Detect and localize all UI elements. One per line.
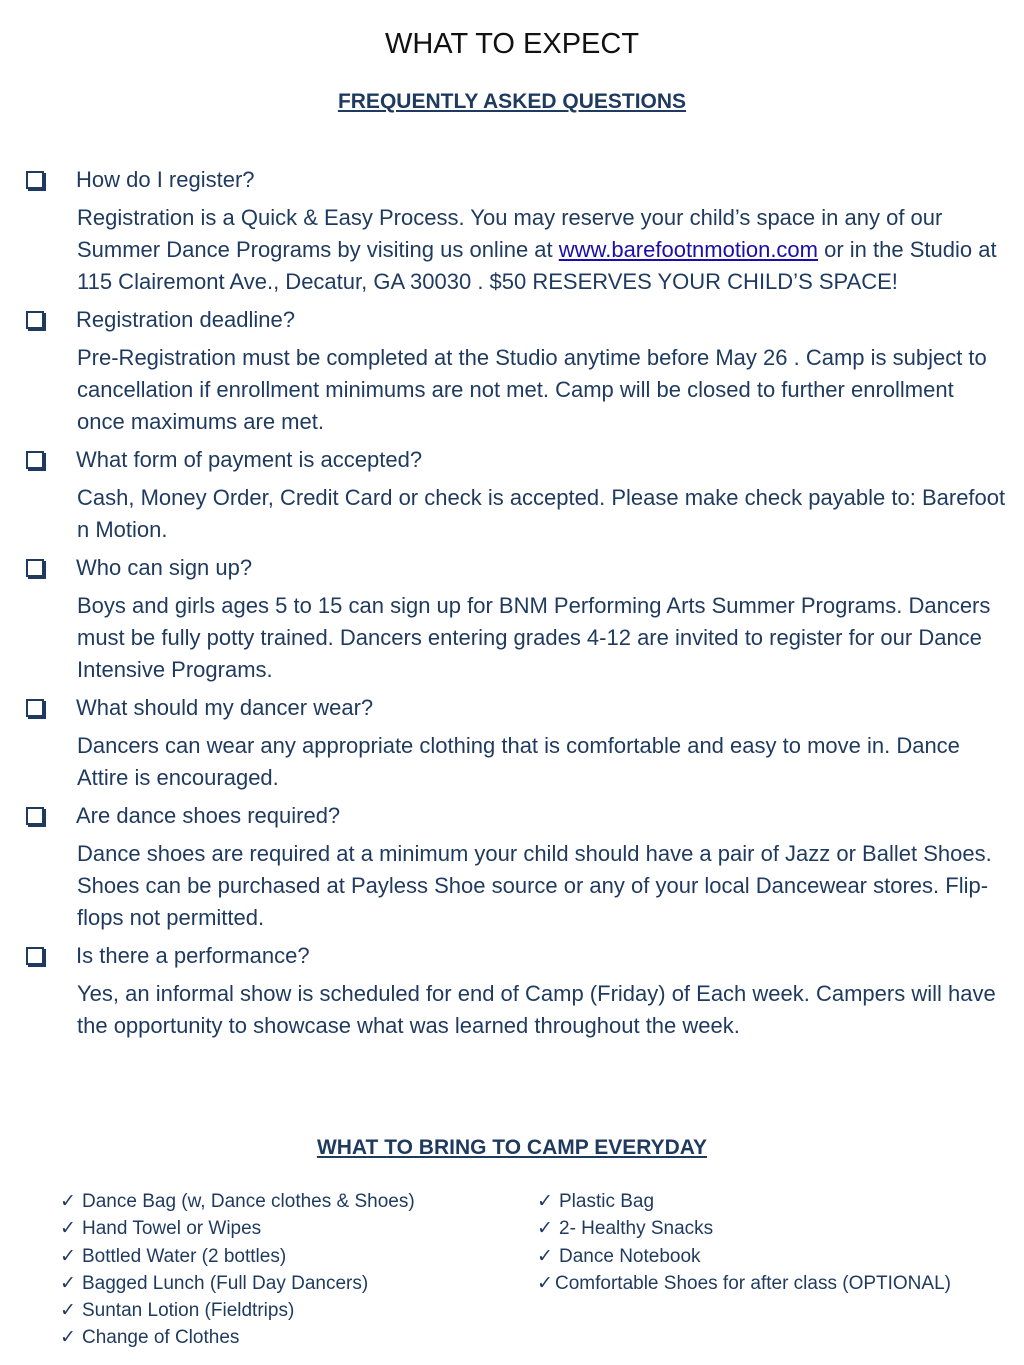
faq-answer: [77, 202, 1006, 298]
check-icon: ✓: [60, 1300, 76, 1322]
check-icon: ✓: [537, 1218, 553, 1240]
list-item: [537, 1215, 1007, 1242]
checkbox-icon: [26, 699, 44, 717]
list-item-text: Bagged Lunch (Full Day Dancers): [82, 1272, 369, 1294]
list-item-text: Suntan Lotion (Fieldtrips): [82, 1300, 295, 1322]
faq-question-text: How do I register?: [76, 167, 255, 192]
faq-question: [26, 800, 1006, 832]
list-item: [60, 1188, 500, 1215]
list-item-text: Hand Towel or Wipes: [82, 1218, 262, 1240]
checkbox-icon: [26, 947, 44, 965]
check-icon: ✓: [60, 1218, 76, 1240]
list-item: [60, 1324, 500, 1351]
list-item-text: Comfortable Shoes for after class (OPTIONAL): [555, 1272, 951, 1294]
faq-question: [26, 304, 1006, 336]
list-item: [60, 1297, 500, 1324]
faq-question: [26, 552, 1006, 584]
page-title: WHAT TO EXPECT: [384, 28, 640, 60]
check-icon: ✓: [537, 1245, 553, 1267]
faq-question-text: Registration deadline?: [76, 307, 295, 332]
faq-item-register: [26, 164, 1006, 298]
faq-item-deadline: [26, 304, 1006, 438]
list-item-text: Dance Bag (w, Dance clothes & Shoes): [82, 1191, 415, 1212]
check-icon: ✓: [537, 1191, 553, 1212]
faq-answer-text: or in the Studio at 115 Clairemont Ave., Decatur, GA 30030 . $50 RESERVES YOUR CHILD’S SPACE!: [77, 237, 997, 294]
faq-answer: Pre-Registration must be completed at the Studio anytime before May 26 . Camp is subject to cancellation if enrollment minimums are not met. Camp will be closed to further enrollment once maximums are met.: [77, 345, 987, 434]
faq-question-text: What should my dancer wear?: [76, 695, 374, 720]
faq-item-payment: [26, 444, 1006, 546]
checkbox-icon: [26, 559, 44, 577]
faq-item-performance: [26, 940, 1006, 1042]
faq-answer: Boys and girls ages 5 to 15 can sign up for BNM Performing Arts Summer Programs. Dancers must be fully potty trained. Dancers entering grades 4-12 are invited to register for our Dance Intensive Programs.: [77, 593, 991, 682]
list-item: [537, 1270, 1007, 1297]
faq-item-attire: [26, 692, 1006, 794]
checkbox-icon: [26, 807, 44, 825]
faq-question-text: What form of payment is accepted?: [76, 447, 423, 472]
faq-heading: FREQUENTLY ASKED QUESTIONS: [337, 90, 687, 113]
bring-list-left: [60, 1188, 500, 1352]
list-item: [60, 1270, 500, 1297]
faq-answer: Yes, an informal show is scheduled for end of Camp (Friday) of Each week. Campers will have the opportunity to showcase what was learned throughout the week.: [77, 981, 996, 1038]
faq-question: [26, 940, 1006, 972]
bring-heading: WHAT TO BRING TO CAMP EVERYDAY: [316, 1136, 708, 1159]
list-item-text: Change of Clothes: [82, 1327, 240, 1349]
faq-answer: Cash, Money Order, Credit Card or check is accepted. Please make check payable to: Barefoot n Motion.: [77, 485, 1006, 542]
faq-question: [26, 444, 1006, 476]
faq-list: [26, 164, 1006, 1048]
website-link[interactable]: www.barefootnmotion.com: [558, 237, 818, 262]
faq-answer: Dance shoes are required at a minimum your child should have a pair of Jazz or Ballet Shoes. Shoes can be purchased at Payless Shoe source or any of your local Dancewear stores. Flip-flops not permitted.: [77, 841, 992, 930]
list-item-text: Bottled Water (2 bottles): [82, 1245, 287, 1267]
list-item: [537, 1188, 1007, 1215]
list-item: [60, 1243, 500, 1270]
faq-question-text: Who can sign up?: [76, 555, 253, 580]
checkbox-icon: [26, 311, 44, 329]
check-icon: ✓: [537, 1272, 553, 1294]
check-icon: ✓: [60, 1327, 76, 1349]
list-item-text: 2- Healthy Snacks: [559, 1218, 714, 1240]
check-icon: ✓: [60, 1245, 76, 1267]
faq-question-text: Are dance shoes required?: [76, 803, 341, 828]
faq-question: [26, 164, 1006, 196]
faq-item-eligibility: [26, 552, 1006, 686]
faq-question: [26, 692, 1006, 724]
list-item: [537, 1243, 1007, 1270]
bring-list-right: [537, 1188, 1007, 1297]
faq-question-text: Is there a performance?: [76, 943, 310, 968]
checkbox-icon: [26, 451, 44, 469]
faq-answer: Dancers can wear any appropriate clothing that is comfortable and easy to move in. Dance Attire is encouraged.: [77, 733, 960, 790]
list-item-text: Plastic Bag: [559, 1191, 655, 1212]
list-item-text: Dance Notebook: [559, 1245, 701, 1267]
faq-item-shoes: [26, 800, 1006, 934]
check-icon: ✓: [60, 1272, 76, 1294]
faq-answer-text: Registration is a Quick & Easy Process. You may reserve your child’s space in any of our Summer Dance Programs by visiting us online at: [77, 205, 943, 262]
list-item: [60, 1215, 500, 1242]
checkbox-icon: [26, 171, 44, 189]
check-icon: ✓: [60, 1191, 76, 1212]
